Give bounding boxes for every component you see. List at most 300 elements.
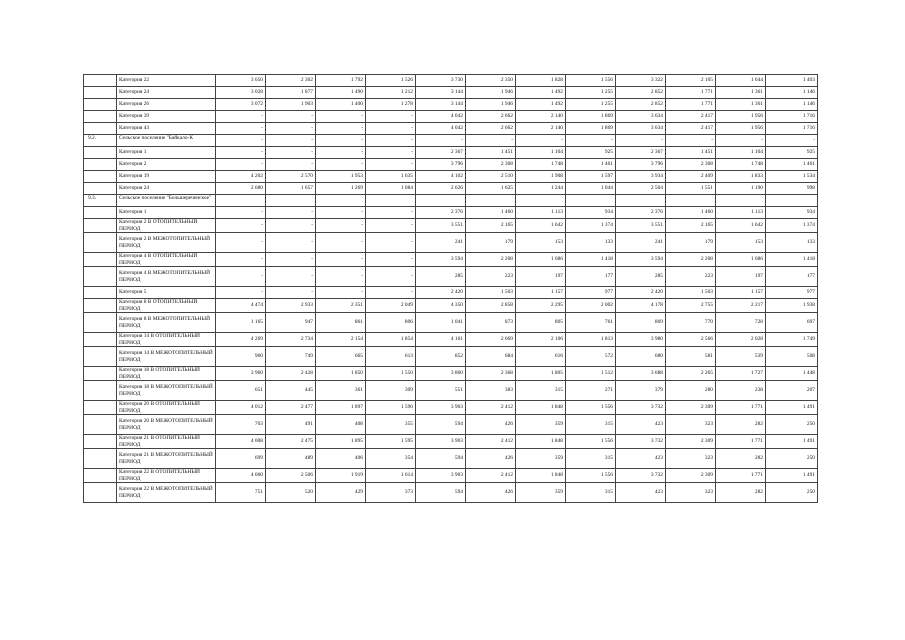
value-cell: [416, 195, 466, 207]
value-cell: 1 805: [516, 367, 566, 381]
value-cell: 1 792: [316, 75, 366, 87]
value-cell: 489: [266, 449, 316, 469]
category-label-cell: Категория 5: [117, 287, 216, 299]
value-cell: 1 848: [516, 469, 566, 483]
value-cell: 3 732: [616, 435, 666, 449]
value-cell: 1 278: [366, 99, 416, 111]
table-row: [84, 299, 818, 313]
value-cell: -: [216, 123, 266, 135]
value-cell: 728: [716, 313, 766, 333]
value-cell: 1 190: [716, 183, 766, 195]
value-cell: 359: [516, 415, 566, 435]
value-cell: 1 850: [316, 367, 366, 381]
value-cell: 1 953: [316, 171, 366, 183]
section-number-cell: 9.2.: [84, 135, 117, 147]
table-row: [84, 401, 818, 415]
category-label-cell: Категория 14 В МЕЖОТОПИТЕЛЬНЫЙ ПЕРИОД: [117, 347, 216, 367]
value-cell: 1 491: [766, 401, 818, 415]
value-cell: 852: [416, 347, 466, 367]
value-cell: 223: [666, 267, 716, 287]
value-cell: -: [216, 233, 266, 253]
value-cell: 2 309: [666, 469, 716, 483]
value-cell: 315: [566, 449, 616, 469]
value-cell: 508: [766, 347, 818, 367]
value-cell: 250: [766, 483, 818, 503]
value-cell: 1 903: [266, 99, 316, 111]
value-cell: 1 854: [366, 333, 416, 347]
value-cell: 1 113: [516, 207, 566, 219]
value-cell: -: [766, 135, 818, 147]
value-cell: 2 412: [466, 435, 516, 449]
value-cell: 572: [566, 347, 616, 367]
value-cell: 3 903: [416, 401, 466, 415]
value-cell: 761: [566, 313, 616, 333]
category-label-cell: Категория 2: [117, 159, 216, 171]
section-number-cell: [84, 253, 117, 267]
value-cell: 1 269: [316, 183, 366, 195]
value-cell: 179: [666, 233, 716, 253]
section-number-cell: [84, 287, 117, 299]
value-cell: 934: [566, 207, 616, 219]
section-number-cell: [84, 123, 117, 135]
table-row: [84, 469, 818, 483]
value-cell: 2 417: [666, 111, 716, 123]
value-cell: 1 828: [516, 75, 566, 87]
value-cell: 406: [316, 449, 366, 469]
value-cell: 2 028: [716, 333, 766, 347]
value-cell: 1 165: [216, 313, 266, 333]
value-cell: 1 503: [666, 287, 716, 299]
value-cell: 3 796: [416, 159, 466, 171]
value-cell: 241: [416, 233, 466, 253]
table-row: [84, 219, 818, 233]
value-cell: 3 072: [216, 99, 266, 111]
value-cell: 1 813: [566, 333, 616, 347]
section-number-cell: [84, 435, 117, 449]
value-cell: -: [366, 135, 416, 147]
value-cell: -: [266, 233, 316, 253]
value-cell: -: [266, 219, 316, 233]
value-cell: 1 771: [716, 469, 766, 483]
value-cell: 2 420: [616, 287, 666, 299]
value-cell: 2 504: [616, 183, 666, 195]
value-cell: [266, 195, 316, 207]
value-cell: 2 106: [516, 333, 566, 347]
value-cell: -: [216, 219, 266, 233]
value-cell: -: [316, 159, 366, 171]
section-number-cell: [84, 219, 117, 233]
value-cell: -: [216, 207, 266, 219]
value-cell: 806: [366, 313, 416, 333]
value-cell: -: [216, 253, 266, 267]
value-cell: -: [366, 267, 416, 287]
table-row: [84, 253, 818, 267]
category-label-cell: Категория 18 В ОТОПИТЕЛЬНЫЙ ПЕРИОД: [117, 367, 216, 381]
value-cell: -: [316, 147, 366, 159]
value-cell: 1 946: [466, 87, 516, 99]
section-number-cell: [84, 159, 117, 171]
table-body: [84, 75, 818, 503]
value-cell: -: [216, 111, 266, 123]
category-label-cell: Категория 39: [117, 111, 216, 123]
value-cell: 1 556: [566, 435, 616, 449]
value-cell: -: [366, 207, 416, 219]
value-cell: 1 212: [366, 87, 416, 99]
section-number-cell: [84, 233, 117, 253]
value-cell: 1 748: [516, 159, 566, 171]
value-cell: 426: [466, 415, 516, 435]
value-cell: 4 474: [216, 299, 266, 313]
section-number-cell: [84, 381, 117, 401]
value-cell: 2 368: [466, 367, 516, 381]
value-cell: 1 727: [716, 367, 766, 381]
value-cell: -: [266, 207, 316, 219]
value-cell: 1 869: [566, 123, 616, 135]
value-cell: 1 716: [766, 123, 818, 135]
value-cell: 1 104: [716, 147, 766, 159]
value-cell: 1 526: [366, 75, 416, 87]
value-cell: 238: [716, 381, 766, 401]
value-cell: -: [266, 267, 316, 287]
category-label-cell: Категория 26: [117, 99, 216, 111]
value-cell: 1 512: [566, 367, 616, 381]
value-cell: 3 860: [416, 367, 466, 381]
value-cell: 977: [566, 287, 616, 299]
value-cell: 323: [666, 415, 716, 435]
section-number-cell: [84, 87, 117, 99]
value-cell: 2 858: [466, 299, 516, 313]
value-cell: 594: [416, 483, 466, 503]
value-cell: 1 919: [316, 469, 366, 483]
value-cell: 1 460: [466, 207, 516, 219]
value-cell: -: [316, 135, 366, 147]
value-cell: 3 934: [616, 171, 666, 183]
table-row: [84, 435, 818, 449]
value-cell: 309: [366, 381, 416, 401]
value-cell: 197: [716, 267, 766, 287]
value-cell: 770: [666, 313, 716, 333]
value-cell: 179: [466, 233, 516, 253]
value-cell: 749: [266, 347, 316, 367]
value-cell: 1 418: [766, 253, 818, 267]
value-cell: 133: [766, 233, 818, 253]
value-cell: 3 594: [416, 253, 466, 267]
value-cell: -: [366, 111, 416, 123]
value-cell: 285: [416, 267, 466, 287]
value-cell: 1 451: [466, 147, 516, 159]
value-cell: 2 208: [466, 253, 516, 267]
value-cell: 1 490: [316, 87, 366, 99]
value-cell: 1 491: [766, 469, 818, 483]
value-cell: 1 492: [516, 87, 566, 99]
value-cell: 1 946: [466, 99, 516, 111]
value-cell: 2 308: [466, 159, 516, 171]
value-cell: 1 642: [516, 219, 566, 233]
value-cell: 977: [766, 287, 818, 299]
value-cell: 2 566: [666, 333, 716, 347]
value-cell: 408: [316, 415, 366, 435]
value-cell: -: [266, 253, 316, 267]
value-cell: 869: [616, 313, 666, 333]
category-label-cell: Категория 22: [117, 75, 216, 87]
value-cell: 539: [716, 347, 766, 367]
value-cell: 2 140: [516, 111, 566, 123]
value-cell: 1 550: [366, 367, 416, 381]
value-cell: 551: [416, 381, 466, 401]
value-cell: 2 852: [616, 99, 666, 111]
value-cell: 4 178: [616, 299, 666, 313]
value-cell: 361: [316, 381, 366, 401]
value-cell: -: [266, 147, 316, 159]
value-cell: 2 351: [316, 299, 366, 313]
value-cell: 355: [366, 415, 416, 435]
value-cell: 1 771: [716, 401, 766, 415]
value-cell: 680: [616, 347, 666, 367]
section-number-cell: [84, 299, 117, 313]
value-cell: 4 060: [216, 469, 266, 483]
value-cell: 594: [416, 415, 466, 435]
value-cell: 699: [216, 449, 266, 469]
value-cell: 651: [216, 381, 266, 401]
table-row: [84, 449, 818, 469]
value-cell: 4 102: [416, 171, 466, 183]
value-cell: 197: [516, 267, 566, 287]
value-cell: 3 551: [416, 219, 466, 233]
category-label-cell: Категория 2 В МЕЖОТОПИТЕЛЬНЫЙ ПЕРИОД: [117, 233, 216, 253]
value-cell: -: [316, 287, 366, 299]
value-cell: 359: [516, 483, 566, 503]
value-cell: 1 596: [366, 401, 416, 415]
value-cell: 3 650: [216, 75, 266, 87]
value-cell: 751: [216, 483, 266, 503]
value-cell: 2 376: [616, 207, 666, 219]
value-cell: 2 662: [466, 111, 516, 123]
table-row: [84, 147, 818, 159]
value-cell: 315: [566, 415, 616, 435]
section-title-cell: Сельское поселение "Большереченское": [117, 195, 216, 207]
category-label-cell: Категория 21 В МЕЖОТОПИТЕЛЬНЫЙ ПЕРИОД: [117, 449, 216, 469]
value-cell: 4 350: [416, 299, 466, 313]
value-cell: 2 308: [666, 159, 716, 171]
value-cell: 873: [466, 313, 516, 333]
value-cell: 2 755: [666, 299, 716, 313]
value-cell: 1 897: [316, 401, 366, 415]
value-cell: 861: [316, 313, 366, 333]
category-label-cell: Категория 24: [117, 87, 216, 99]
value-cell: 4 008: [216, 435, 266, 449]
value-cell: 4 042: [416, 123, 466, 135]
table-row: [84, 287, 818, 299]
value-cell: 241: [616, 233, 666, 253]
value-cell: 1 084: [366, 183, 416, 195]
value-cell: 373: [366, 483, 416, 503]
value-cell: 3 144: [416, 99, 466, 111]
value-cell: 250: [766, 415, 818, 435]
value-cell: 426: [466, 483, 516, 503]
value-cell: 2 295: [516, 299, 566, 313]
value-cell: 1 848: [516, 435, 566, 449]
value-cell: -: [366, 123, 416, 135]
value-cell: 4 269: [216, 333, 266, 347]
value-cell: 359: [516, 449, 566, 469]
table-row: [84, 233, 818, 253]
value-cell: 3 732: [616, 401, 666, 415]
value-cell: 1 534: [766, 171, 818, 183]
section-number-cell: [84, 449, 117, 469]
value-cell: 223: [466, 267, 516, 287]
value-cell: 925: [566, 147, 616, 159]
value-cell: 3 730: [416, 75, 466, 87]
value-cell: 133: [566, 233, 616, 253]
value-cell: 1 460: [666, 207, 716, 219]
value-cell: 153: [716, 233, 766, 253]
value-cell: 423: [616, 415, 666, 435]
table-row: [84, 75, 818, 87]
value-cell: 1 895: [316, 435, 366, 449]
category-label-cell: Категория 22 В МЕЖОТОПИТЕЛЬНЫЙ ПЕРИОД: [117, 483, 216, 503]
value-cell: -: [316, 253, 366, 267]
value-cell: 2 367: [416, 147, 466, 159]
value-cell: -: [266, 111, 316, 123]
value-cell: -: [566, 135, 616, 147]
value-cell: 1 418: [566, 253, 616, 267]
value-cell: -: [216, 135, 266, 147]
value-cell: 2 933: [266, 299, 316, 313]
value-cell: 2 002: [566, 299, 616, 313]
table-row: [84, 381, 818, 401]
value-cell: 2 376: [416, 207, 466, 219]
value-cell: [766, 195, 818, 207]
category-label-cell: Категория 21 В ОТОПИТЕЛЬНЫЙ ПЕРИОД: [117, 435, 216, 449]
value-cell: 285: [616, 267, 666, 287]
value-cell: -: [466, 135, 516, 147]
section-number-cell: [84, 313, 117, 333]
value-cell: 1 041: [416, 313, 466, 333]
value-cell: -: [316, 111, 366, 123]
category-label-cell: Категория 1: [117, 207, 216, 219]
section-number-cell: [84, 333, 117, 347]
value-cell: 3 594: [616, 253, 666, 267]
value-cell: 2 309: [666, 401, 716, 415]
value-cell: 4 012: [216, 401, 266, 415]
value-cell: 2 208: [666, 253, 716, 267]
value-cell: -: [216, 287, 266, 299]
table-row: [84, 347, 818, 367]
value-cell: 3 980: [616, 333, 666, 347]
section-number-cell: [84, 367, 117, 381]
value-cell: 3 028: [216, 87, 266, 99]
table-row: [84, 171, 818, 183]
category-label-cell: Категория 1: [117, 147, 216, 159]
table-row: [84, 183, 818, 195]
value-cell: -: [716, 135, 766, 147]
value-cell: -: [366, 287, 416, 299]
value-cell: -: [366, 159, 416, 171]
value-cell: [666, 195, 716, 207]
value-cell: 2 165: [466, 219, 516, 233]
value-cell: 3 903: [416, 469, 466, 483]
value-cell: 1 361: [716, 87, 766, 99]
value-cell: 1 374: [566, 219, 616, 233]
section-number-cell: [84, 171, 117, 183]
value-cell: 1 686: [716, 253, 766, 267]
value-cell: 1 938: [766, 299, 818, 313]
value-cell: 581: [666, 347, 716, 367]
value-cell: 1 255: [566, 87, 616, 99]
value-cell: 1 400: [316, 99, 366, 111]
section-number-cell: [84, 347, 117, 367]
section-number-cell: [84, 469, 117, 483]
value-cell: -: [316, 219, 366, 233]
value-cell: 3 551: [616, 219, 666, 233]
value-cell: 2 309: [666, 435, 716, 449]
value-cell: 1 403: [766, 75, 818, 87]
value-cell: 3 144: [416, 87, 466, 99]
value-cell: 1 104: [516, 147, 566, 159]
value-cell: 1 848: [516, 401, 566, 415]
value-cell: 1 908: [516, 171, 566, 183]
value-cell: [316, 195, 366, 207]
value-cell: 1 551: [666, 183, 716, 195]
value-cell: 3 732: [616, 469, 666, 483]
value-cell: 4 042: [416, 111, 466, 123]
table-row: [84, 367, 818, 381]
value-cell: 1 614: [366, 469, 416, 483]
section-number-cell: [84, 111, 117, 123]
value-cell: 1 771: [666, 99, 716, 111]
value-cell: [566, 195, 616, 207]
section-number-cell: [84, 267, 117, 287]
value-cell: 1 657: [266, 183, 316, 195]
table-row: [84, 333, 818, 347]
value-cell: 2 662: [466, 123, 516, 135]
category-label-cell: Категория 22 В ОТОПИТЕЛЬНЫЙ ПЕРИОД: [117, 469, 216, 483]
value-cell: 3 688: [616, 367, 666, 381]
value-cell: 2 477: [266, 401, 316, 415]
value-cell: -: [266, 159, 316, 171]
value-cell: 1 492: [516, 99, 566, 111]
table-row: [84, 87, 818, 99]
value-cell: -: [366, 219, 416, 233]
section-title-cell: Сельское поселение "Байкало-К: [117, 135, 216, 147]
value-cell: 2 367: [616, 147, 666, 159]
section-number-cell: [84, 75, 117, 87]
value-cell: 1 748: [716, 159, 766, 171]
value-cell: 177: [766, 267, 818, 287]
value-cell: 925: [766, 147, 818, 159]
value-cell: 426: [466, 449, 516, 469]
value-cell: 2 475: [266, 435, 316, 449]
value-cell: 2 140: [516, 123, 566, 135]
value-cell: 2 626: [416, 183, 466, 195]
value-cell: 1 146: [766, 99, 818, 111]
value-cell: 177: [566, 267, 616, 287]
value-cell: 1 956: [716, 111, 766, 123]
value-cell: 1 255: [566, 99, 616, 111]
value-cell: 594: [416, 449, 466, 469]
value-cell: 2 350: [466, 75, 516, 87]
category-label-cell: Категория 14 В ОТОПИТЕЛЬНЫЙ ПЕРИОД: [117, 333, 216, 347]
value-cell: 616: [516, 347, 566, 367]
value-cell: 1 556: [566, 75, 616, 87]
value-cell: -: [666, 135, 716, 147]
value-cell: 1 157: [716, 287, 766, 299]
value-cell: 934: [766, 207, 818, 219]
category-label-cell: Категория 19: [117, 171, 216, 183]
value-cell: 271: [566, 381, 616, 401]
section-number-cell: [84, 147, 117, 159]
value-cell: 3 903: [416, 435, 466, 449]
